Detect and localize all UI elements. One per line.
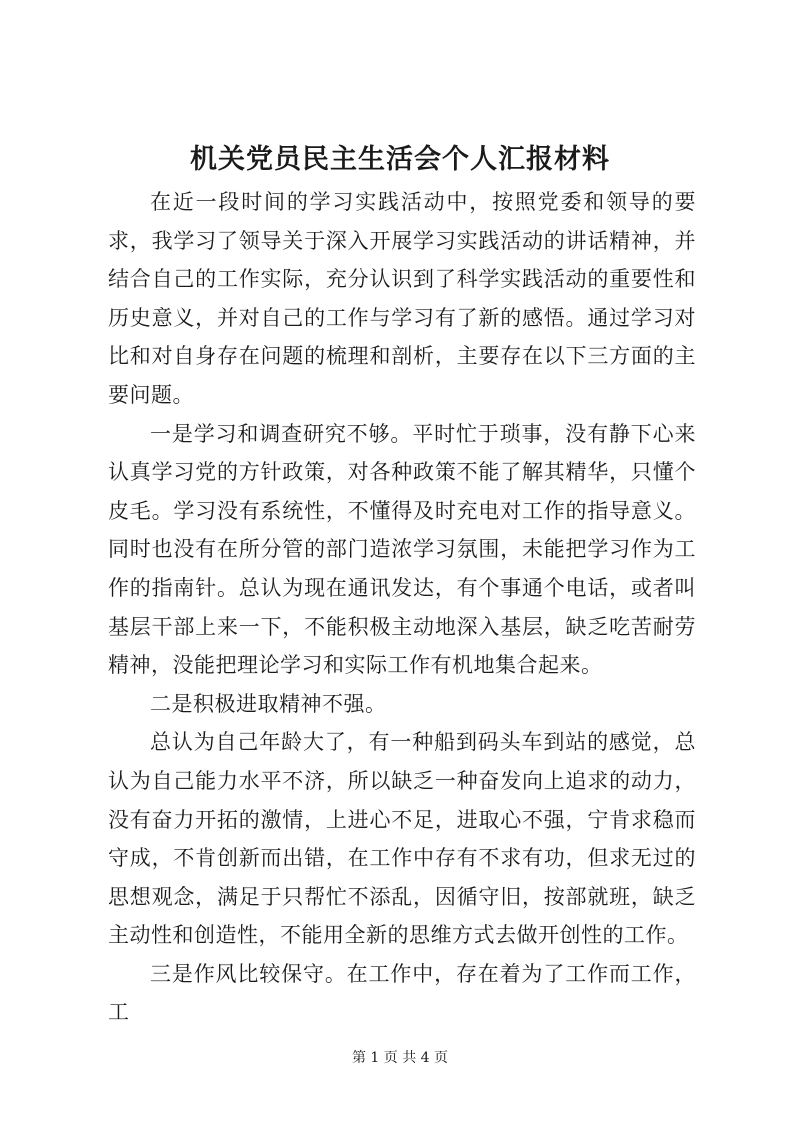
- paragraph-issue-one: 一是学习和调查研究不够。平时忙于琐事，没有静下心来认真学习党的方针政策，对各种政策不能了解其精华，只懂个皮毛。学习没有系统性，不懂得及时充电对工作的指导意义。同时也没有在所分管的部门造浓学习氛围，未能把学习作为工作的指南针。总认为现在通讯发达，有个事通个电话，或者叫基层干部上来一下，不能积极主动地深入基层，缺乏吃苦耐劳精神，没能把理论学习和实际工作有机地集合起来。: [108, 421, 696, 678]
- document-title: 机关党员民主生活会个人汇报材料: [190, 144, 610, 175]
- paragraph-issue-two-detail: 总认为自己年龄大了，有一种船到码头车到站的感觉，总认为自己能力水平不济，所以缺乏一种奋发向上追求的动力，没有奋力开拓的激情，上进心不足，进取心不强，宁肯求稳而守成，不肯创新而出错，在工作中存有不求有功，但求无过的思想观念，满足于只帮忙不添乱，因循守旧，按部就班，缺乏主动性和创造性，不能用全新的思维方式去做开创性的工作。: [108, 730, 696, 948]
- paragraph-issue-two-heading: 二是积极进取精神不强。: [150, 691, 387, 716]
- page-footer: 第 1 页 共 4 页: [351, 1050, 449, 1066]
- document-body: [108, 183, 696, 1032]
- paragraph-intro: 在近一段时间的学习实践活动中，按照党委和领导的要求，我学习了领导关于深入开展学习实践活动的讲话精神，并结合自己的工作实际，充分认识到了科学实践活动的重要性和历史意义，并对自己的工作与学习有了新的感悟。通过学习对比和对自身存在问题的梳理和剖析，主要存在以下三方面的主要问题。: [108, 190, 696, 407]
- paragraph-issue-three: 三是作风比较保守。在工作中，存在着为了工作而工作，工: [108, 961, 696, 1025]
